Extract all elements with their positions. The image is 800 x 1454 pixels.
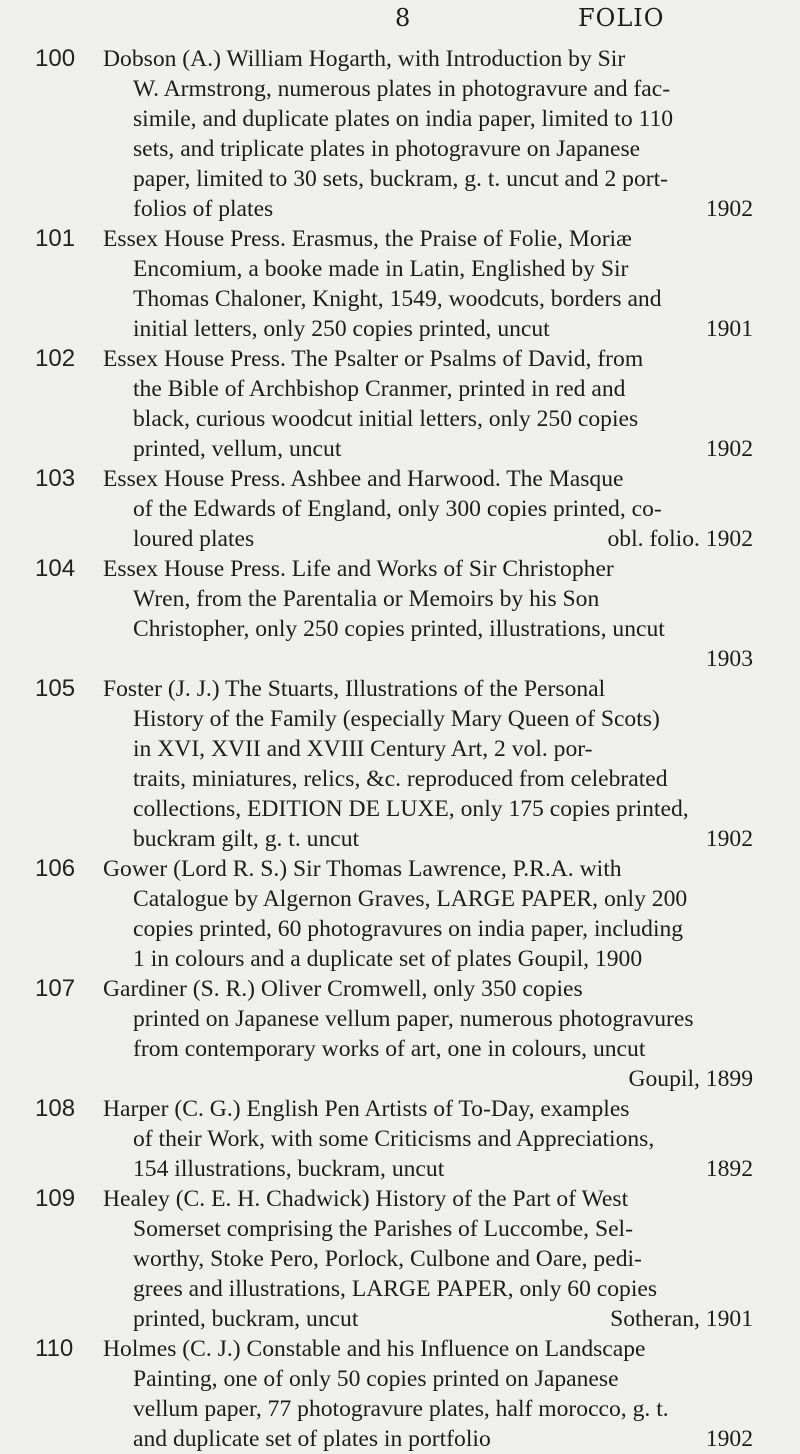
- catalogue-entry: [0, 1184, 800, 1334]
- entry-line: vellum paper, 77 photogravure plates, half morocco, g. t.: [133, 1396, 669, 1422]
- entry-description: [103, 1184, 753, 1334]
- catalogue-entry: [0, 224, 800, 344]
- entry-line: loured plates: [133, 526, 255, 552]
- entry-number: 102: [35, 345, 76, 372]
- entry-line: Christopher, only 250 copies printed, illustrations, uncut: [133, 616, 665, 642]
- entry-last-line: [103, 524, 753, 554]
- entry-last-line: [103, 1154, 753, 1184]
- section-heading: FOLIO: [578, 4, 665, 32]
- entry-line: Painting, one of only 50 copies printed on Japanese: [133, 1366, 619, 1392]
- entry-description: [103, 344, 753, 464]
- entry-line: simile, and duplicate plates on india paper, limited to 110: [133, 106, 674, 132]
- entry-number: 106: [35, 855, 76, 882]
- entry-line: collections, EDITION DE LUXE, only 175 copies printed,: [133, 796, 689, 822]
- entry-last-line: [103, 1424, 753, 1454]
- entry-imprint: 1892: [705, 1156, 753, 1182]
- entry-line: Essex House Press. The Psalter or Psalms of David, from: [103, 346, 644, 372]
- entry-line: sets, and triplicate plates in photogravure on Japanese: [133, 136, 641, 162]
- entry-number: 108: [35, 1095, 76, 1122]
- catalogue-entry: [0, 674, 800, 854]
- entry-number: 105: [35, 675, 76, 702]
- entry-line: the Bible of Archbishop Cranmer, printed in red and: [133, 376, 626, 402]
- entry-line: Essex House Press. Life and Works of Sir Christopher: [103, 556, 614, 582]
- catalogue-entry: [0, 1094, 800, 1184]
- entry-line: traits, miniatures, relics, &c. reproduced from celebrated: [133, 766, 668, 792]
- entry-imprint: 1902: [705, 826, 753, 852]
- entry-list: [0, 44, 800, 1454]
- entry-line: Somerset comprising the Parishes of Luccombe, Sel-: [133, 1216, 633, 1242]
- catalogue-entry: [0, 1334, 800, 1454]
- entry-number: 110: [35, 1335, 74, 1362]
- entry-line: paper, limited to 30 sets, buckram, g. t. uncut and 2 port-: [133, 166, 669, 192]
- entry-number: 109: [35, 1185, 76, 1212]
- entry-description: [103, 1094, 753, 1184]
- entry-line: 154 illustrations, buckram, uncut: [133, 1156, 445, 1182]
- entry-description: [103, 674, 753, 854]
- entry-line: from contemporary works of art, one in colours, uncut: [133, 1036, 646, 1062]
- entry-line: Dobson (A.) William Hogarth, with Introduction by Sir: [103, 46, 626, 72]
- entry-imprint: obl. folio. 1902: [607, 526, 753, 552]
- entry-line: grees and illustrations, LARGE PAPER, only 60 copies: [133, 1276, 658, 1302]
- entry-number: 101: [35, 225, 76, 252]
- entry-description: [103, 224, 753, 344]
- entry-line: of the Edwards of England, only 300 copies printed, co-: [133, 496, 662, 522]
- entry-last-line: [103, 644, 753, 674]
- entry-line: Catalogue by Algernon Graves, LARGE PAPER, only 200: [133, 886, 688, 912]
- entry-line: in XVI, XVII and XVIII Century Art, 2 vol. por-: [133, 736, 593, 762]
- entry-number: 107: [35, 975, 76, 1002]
- entry-line: 1 in colours and a duplicate set of plates Goupil, 1900: [133, 946, 643, 972]
- entry-line: folios of plates: [133, 196, 274, 222]
- entry-line: buckram gilt, g. t. uncut: [133, 826, 360, 852]
- running-head: [0, 4, 800, 44]
- entry-description: [103, 44, 753, 224]
- entry-last-line: [103, 1064, 753, 1094]
- entry-line: Encomium, a booke made in Latin, Englished by Sir: [133, 256, 629, 282]
- entry-description: [103, 554, 753, 674]
- entry-number: 104: [35, 555, 76, 582]
- page-number: 8: [395, 4, 411, 32]
- entry-line: and duplicate set of plates in portfolio: [133, 1426, 491, 1452]
- entry-imprint: 1902: [705, 436, 753, 462]
- catalogue-entry: [0, 344, 800, 464]
- entry-line: Gardiner (S. R.) Oliver Cromwell, only 350 copies: [103, 976, 583, 1002]
- entry-description: [103, 974, 753, 1094]
- entry-last-line: [103, 314, 753, 344]
- entry-imprint: Goupil, 1899: [628, 1066, 753, 1092]
- entry-imprint: Sotheran, 1901: [610, 1306, 753, 1332]
- entry-line: printed on Japanese vellum paper, numerous photogravures: [133, 1006, 694, 1032]
- catalogue-entry: [0, 44, 800, 224]
- entry-line: printed, vellum, uncut: [133, 436, 342, 462]
- entry-imprint: 1901: [705, 316, 753, 342]
- entry-imprint: 1902: [705, 196, 753, 222]
- catalogue-entry: [0, 464, 800, 554]
- entry-last-line: [103, 434, 753, 464]
- entry-line: History of the Family (especially Mary Queen of Scots): [133, 706, 660, 732]
- entry-last-line: [103, 1304, 753, 1334]
- catalogue-entry: [0, 854, 800, 974]
- entry-line: Holmes (C. J.) Constable and his Influence on Landscape: [103, 1336, 646, 1362]
- entry-last-line: [103, 194, 753, 224]
- entry-description: [103, 854, 753, 974]
- entry-description: [103, 464, 753, 554]
- entry-imprint: 1903: [705, 646, 753, 672]
- entry-description: [103, 1334, 753, 1454]
- entry-line: black, curious woodcut initial letters, only 250 copies: [133, 406, 639, 432]
- entry-line: initial letters, only 250 copies printed, uncut: [133, 316, 550, 342]
- entry-line: Harper (C. G.) English Pen Artists of To-Day, examples: [103, 1096, 630, 1122]
- catalogue-entry: [0, 554, 800, 674]
- entry-last-line: [103, 824, 753, 854]
- entry-number: 100: [35, 45, 76, 72]
- catalogue-entry: [0, 974, 800, 1094]
- entry-line: Healey (C. E. H. Chadwick) History of the Part of West: [103, 1186, 629, 1212]
- entry-line: W. Armstrong, numerous plates in photogravure and fac-: [133, 76, 671, 102]
- entry-line: worthy, Stoke Pero, Porlock, Culbone and Oare, pedi-: [133, 1246, 642, 1272]
- entry-line: Gower (Lord R. S.) Sir Thomas Lawrence, P.R.A. with: [103, 856, 622, 882]
- entry-line: Wren, from the Parentalia or Memoirs by his Son: [133, 586, 600, 612]
- entry-line: copies printed, 60 photogravures on india paper, including: [133, 916, 684, 942]
- entry-line: printed, buckram, uncut: [133, 1306, 359, 1332]
- entry-line: Thomas Chaloner, Knight, 1549, woodcuts, borders and: [133, 286, 662, 312]
- entry-number: 103: [35, 465, 76, 492]
- entry-line: Essex House Press. Erasmus, the Praise of Folie, Moriæ: [103, 226, 632, 252]
- entry-imprint: 1902: [705, 1426, 753, 1452]
- entry-line: of their Work, with some Criticisms and Appreciations,: [133, 1126, 655, 1152]
- entry-line: Foster (J. J.) The Stuarts, Illustrations of the Personal: [103, 676, 606, 702]
- entry-line: Essex House Press. Ashbee and Harwood. The Masque: [103, 466, 624, 492]
